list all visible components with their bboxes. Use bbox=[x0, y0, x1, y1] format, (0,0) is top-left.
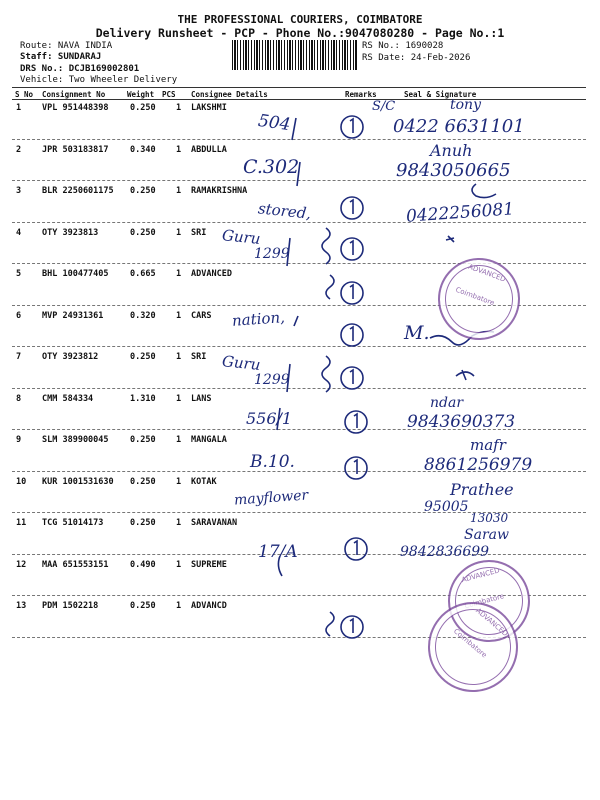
cell-weight: 0.320 bbox=[130, 311, 156, 321]
hw-r2-address: C.302 bbox=[243, 156, 300, 178]
cell-consignment-no: SLM 389900045 bbox=[42, 435, 109, 445]
hw-r1-address: 504 bbox=[256, 110, 292, 136]
cell-consignee: ADVANCD bbox=[191, 601, 227, 611]
hw-r2-signature: Anuh bbox=[430, 141, 473, 160]
cell-consignment-no: KUR 1001531630 bbox=[42, 477, 114, 487]
cell-weight: 0.340 bbox=[130, 145, 156, 155]
cell-sno: 5 bbox=[16, 269, 22, 279]
hw-r10-signature: Prathee bbox=[450, 480, 514, 499]
seal-stamp-row5: ADVANCED Coimbatore bbox=[426, 246, 531, 351]
cell-pcs: 1 bbox=[176, 477, 182, 487]
cell-consignee: LANS bbox=[191, 394, 212, 404]
cell-sno: 9 bbox=[16, 435, 22, 445]
cell-pcs: 1 bbox=[176, 145, 182, 155]
col-remarks: Remarks bbox=[345, 90, 377, 99]
cell-consignee: RAMAKRISHNA bbox=[191, 186, 248, 196]
row-divider bbox=[12, 139, 586, 140]
route-label: Route: NAVA INDIA bbox=[20, 41, 113, 51]
drs-label: DRS No.: DCJB169002801 bbox=[20, 64, 140, 74]
cell-pcs: 1 bbox=[176, 352, 182, 362]
col-consignment: Consignment No bbox=[42, 90, 106, 99]
col-pcs: PCS bbox=[162, 90, 176, 99]
cell-sno: 1 bbox=[16, 103, 22, 113]
cell-weight: 0.250 bbox=[130, 601, 156, 611]
row-divider bbox=[12, 554, 586, 555]
hw-r1-signature: tony bbox=[450, 97, 481, 113]
cell-sno: 12 bbox=[16, 560, 27, 570]
cell-pcs: 1 bbox=[176, 186, 182, 196]
cell-weight: 0.250 bbox=[130, 186, 156, 196]
rs-number: RS No.: 1690028 bbox=[362, 41, 444, 51]
rs-date: RS Date: 24-Feb-2026 bbox=[362, 53, 471, 63]
staff-label: Staff: SUNDARAJ bbox=[20, 52, 102, 62]
cell-consignee: MANGALA bbox=[191, 435, 227, 445]
cell-consignee: ADVANCED bbox=[191, 269, 232, 279]
vehicle-label: Vehicle: Two Wheeler Delivery bbox=[20, 75, 178, 85]
cell-consignee: SARAVANAN bbox=[191, 518, 238, 528]
cell-consignment-no: OTY 3923813 bbox=[42, 228, 99, 238]
cell-weight: 0.250 bbox=[130, 228, 156, 238]
cell-consignment-no: OTY 3923812 bbox=[42, 352, 99, 362]
cell-sno: 10 bbox=[16, 477, 27, 487]
cell-weight: 0.490 bbox=[130, 560, 156, 570]
hw-r7-address: Guru bbox=[221, 352, 262, 374]
hw-r8-address: 556/1 bbox=[246, 409, 293, 428]
cell-weight: 0.250 bbox=[130, 352, 156, 362]
cell-pcs: 1 bbox=[176, 435, 182, 445]
cell-consignee: KOTAK bbox=[191, 477, 217, 487]
cell-consignee: SRI bbox=[191, 352, 207, 362]
hw-r11-address: 17/A bbox=[258, 542, 298, 562]
cell-pcs: 1 bbox=[176, 601, 182, 611]
cell-consignee: CARS bbox=[191, 311, 212, 321]
cell-consignment-no: PDM 1502218 bbox=[42, 601, 99, 611]
hw-r1-sc: S/C bbox=[372, 99, 396, 114]
cell-pcs: 1 bbox=[176, 103, 182, 113]
cell-consignee: LAKSHMI bbox=[191, 103, 227, 113]
header-bottom-rule bbox=[12, 99, 586, 100]
cell-consignment-no: JPR 503183817 bbox=[42, 145, 109, 155]
hw-r6-signature: M. bbox=[404, 322, 430, 344]
cell-pcs: 1 bbox=[176, 311, 182, 321]
hw-r3-phone: 0422256081 bbox=[405, 199, 515, 227]
col-consignee: Consignee Details bbox=[191, 90, 268, 99]
cell-consignee: SUPREME bbox=[191, 560, 227, 570]
seal-stamp-row13: ADVANCED Coimbatore bbox=[410, 584, 537, 711]
cell-weight: 0.250 bbox=[130, 103, 156, 113]
cell-consignment-no: MVP 24931361 bbox=[42, 311, 104, 321]
cell-pcs: 1 bbox=[176, 560, 182, 570]
cell-sno: 4 bbox=[16, 228, 22, 238]
cell-sno: 13 bbox=[16, 601, 27, 611]
hw-r4-address: Guru bbox=[221, 226, 262, 248]
cell-consignment-no: MAA 651553151 bbox=[42, 560, 109, 570]
header-top-rule bbox=[12, 87, 586, 88]
cell-consignment-no: CMM 584334 bbox=[42, 394, 94, 404]
col-weight: Weight bbox=[127, 90, 155, 99]
cell-consignment-no: BHL 100477405 bbox=[42, 269, 109, 279]
hw-r10-extra: 13030 bbox=[470, 511, 509, 525]
cell-consignee: ABDULLA bbox=[191, 145, 227, 155]
seal-stamp-row12: ADVANCED Coimbatore bbox=[439, 551, 539, 651]
hw-r11-phone: 9842836699 bbox=[400, 544, 490, 560]
runsheet-subtitle: Delivery Runsheet - PCP - Phone No.:9047080280 - Page No.:1 bbox=[95, 26, 505, 40]
cell-sno: 8 bbox=[16, 394, 22, 404]
barcode bbox=[232, 40, 358, 70]
cell-consignee: SRI bbox=[191, 228, 207, 238]
hw-r6-address: nation, bbox=[231, 308, 286, 330]
cell-sno: 6 bbox=[16, 311, 22, 321]
hw-r11-signature: Saraw bbox=[464, 527, 509, 543]
hw-r1-phone: 0422 6631101 bbox=[393, 116, 525, 137]
hw-r10-phone: 95005 bbox=[424, 499, 469, 515]
row-divider bbox=[12, 222, 586, 223]
cell-pcs: 1 bbox=[176, 228, 182, 238]
cell-pcs: 1 bbox=[176, 394, 182, 404]
hw-r7-number: 1299 bbox=[254, 372, 290, 388]
cell-pcs: 1 bbox=[176, 269, 182, 279]
cell-consignment-no: BLR 2250601175 bbox=[42, 186, 114, 196]
hw-r9-phone: 8861256979 bbox=[424, 455, 533, 475]
col-seal: Seal & Signature bbox=[404, 90, 477, 99]
hw-r8-signature: ndar bbox=[430, 395, 464, 411]
company-title: THE PROFESSIONAL COURIERS, COIMBATORE bbox=[177, 13, 423, 26]
cell-weight: 0.250 bbox=[130, 477, 156, 487]
hw-r9-signature: mafr bbox=[470, 436, 506, 454]
cell-pcs: 1 bbox=[176, 518, 182, 528]
cell-consignment-no: TCG 51014173 bbox=[42, 518, 104, 528]
row-divider bbox=[12, 346, 586, 347]
cell-sno: 2 bbox=[16, 145, 22, 155]
hw-r4-number: 1299 bbox=[254, 246, 290, 262]
cell-weight: 0.250 bbox=[130, 518, 156, 528]
hw-r3-address: stored, bbox=[257, 199, 312, 223]
hw-r10-address: mayflower bbox=[233, 487, 309, 509]
cell-weight: 1.310 bbox=[130, 394, 156, 404]
cell-sno: 7 bbox=[16, 352, 22, 362]
hw-r8-phone: 9843690373 bbox=[407, 412, 516, 432]
cell-weight: 0.665 bbox=[130, 269, 156, 279]
hw-r2-phone: 9843050665 bbox=[396, 160, 511, 181]
hw-r9-address: B.10. bbox=[250, 452, 295, 472]
cell-weight: 0.250 bbox=[130, 435, 156, 445]
col-sno: S No bbox=[15, 90, 34, 99]
cell-consignment-no: VPL 951448398 bbox=[42, 103, 109, 113]
row-divider bbox=[12, 388, 586, 389]
cell-sno: 11 bbox=[16, 518, 27, 528]
cell-sno: 3 bbox=[16, 186, 22, 196]
